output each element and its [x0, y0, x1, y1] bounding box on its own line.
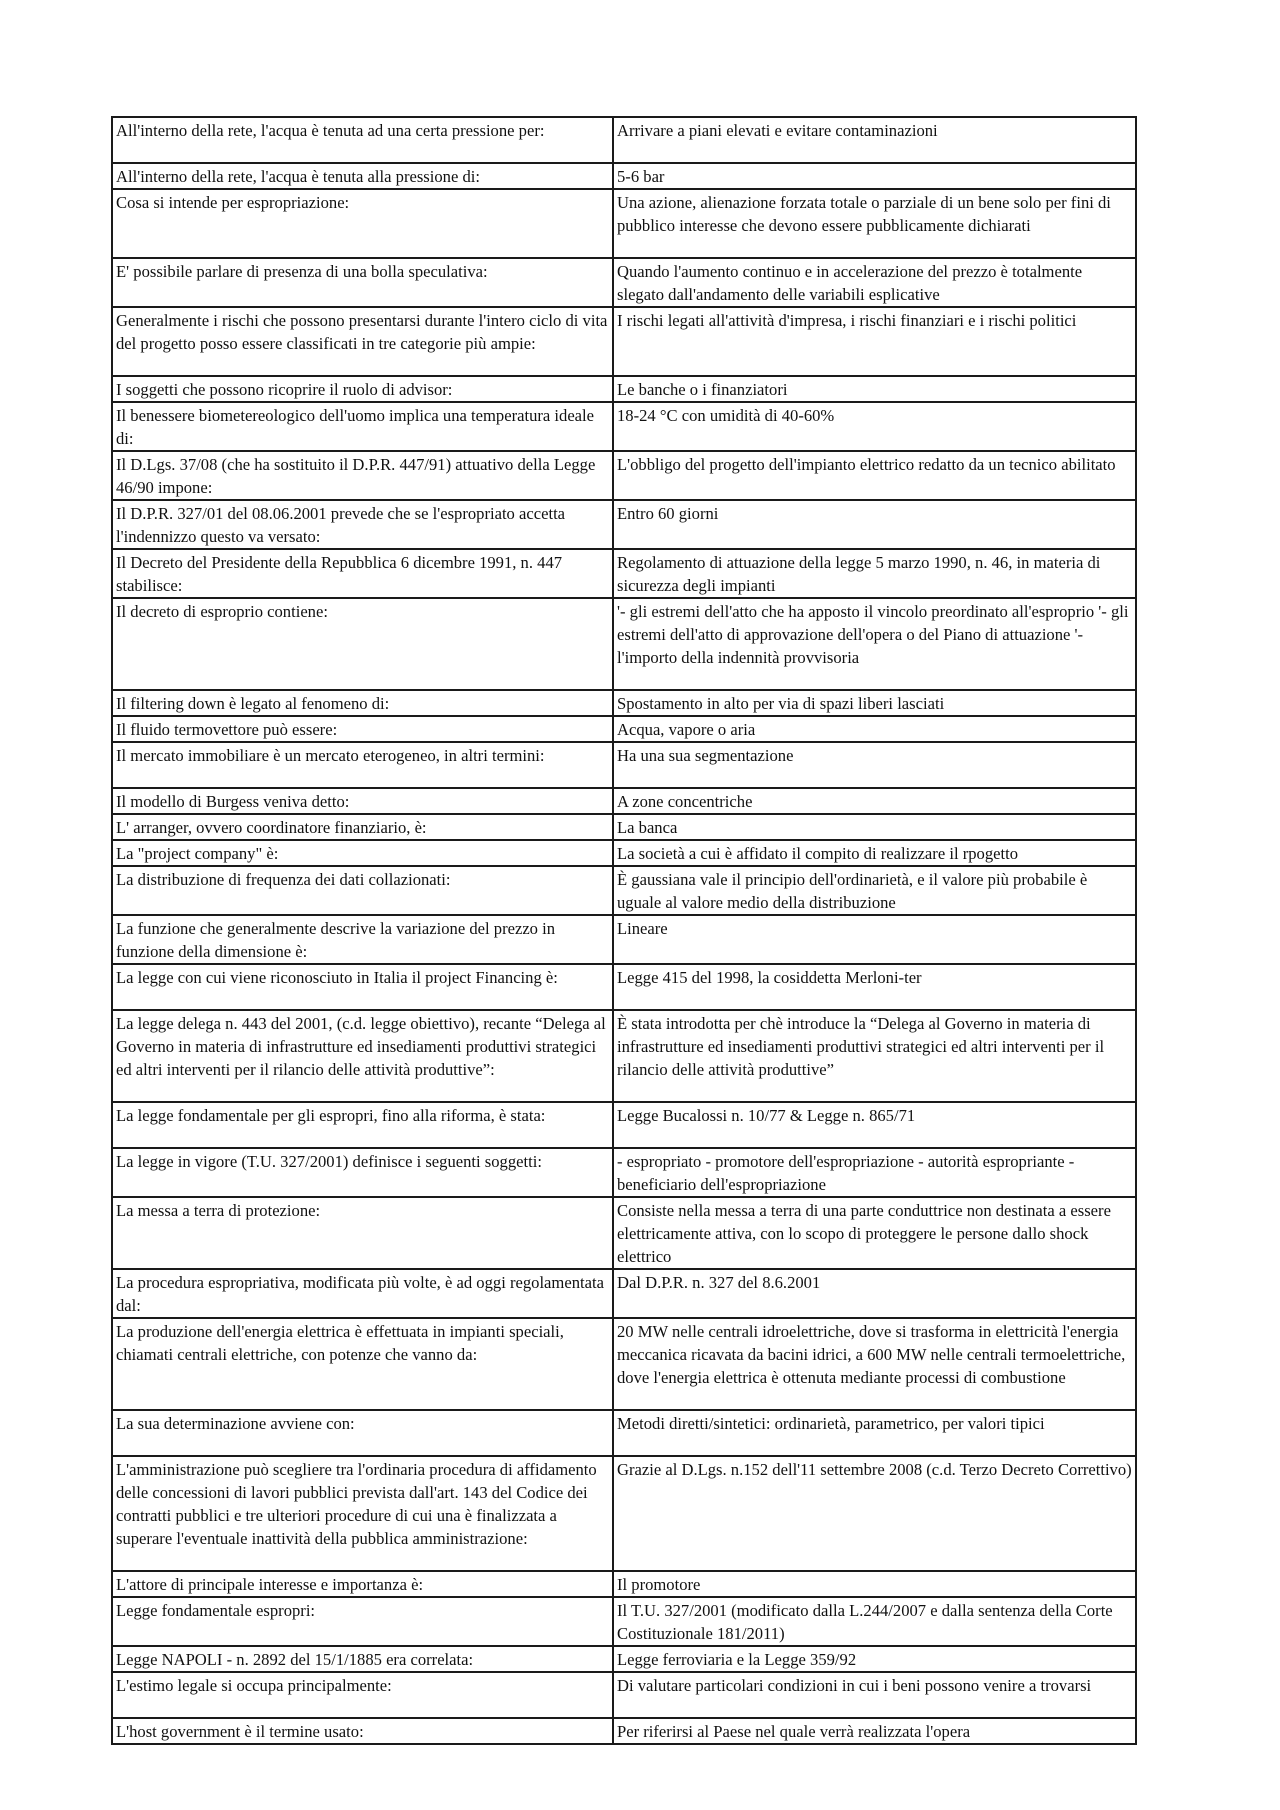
question-cell: La produzione dell'energia elettrica è effettuata in impianti speciali, chiamati centrali elettriche, con potenze che vanno da:: [112, 1318, 613, 1410]
answer-cell: Una azione, alienazione forzata totale o parziale di un bene solo per fini di pubblico interesse che devono essere pubblicamente dichiarati: [613, 189, 1136, 258]
answer-cell: Dal D.P.R. n. 327 del 8.6.2001: [613, 1269, 1136, 1318]
answer-cell: L'obbligo del progetto dell'impianto elettrico redatto da un tecnico abilitato: [613, 451, 1136, 500]
table-row: [112, 1597, 1136, 1646]
answer-cell: Consiste nella messa a terra di una parte conduttrice non destinata a essere elettricamente attiva, con lo scopo di proteggere le persone dallo shock elettrico: [613, 1197, 1136, 1269]
question-cell: La distribuzione di frequenza dei dati collazionati:: [112, 866, 613, 915]
question-cell: L'amministrazione può scegliere tra l'ordinaria procedura di affidamento delle concessioni di lavori pubblici prevista dall'art. 143 del Codice dei contratti pubblici e tre ulteriori procedure di cui una è finalizzata a superare l'eventuale inattività della pubblica amministrazione:: [112, 1456, 613, 1571]
table-row: [112, 1148, 1136, 1197]
question-cell: Legge NAPOLI - n. 2892 del 15/1/1885 era correlata:: [112, 1646, 613, 1672]
table-row: [112, 840, 1136, 866]
table-row: [112, 814, 1136, 840]
answer-cell: Acqua, vapore o aria: [613, 716, 1136, 742]
table-row: [112, 1269, 1136, 1318]
table-row: [112, 1010, 1136, 1102]
answer-cell: La banca: [613, 814, 1136, 840]
question-cell: Il mercato immobiliare è un mercato eterogeneo, in altri termini:: [112, 742, 613, 788]
question-cell: L' arranger, ovvero coordinatore finanziario, è:: [112, 814, 613, 840]
question-cell: All'interno della rete, l'acqua è tenuta alla pressione di:: [112, 163, 613, 189]
table-row: [112, 690, 1136, 716]
question-cell: Il modello di Burgess veniva detto:: [112, 788, 613, 814]
table-row: [112, 163, 1136, 189]
table-row: [112, 1197, 1136, 1269]
question-cell: La legge con cui viene riconosciuto in Italia il project Financing è:: [112, 964, 613, 1010]
question-cell: La messa a terra di protezione:: [112, 1197, 613, 1269]
question-cell: All'interno della rete, l'acqua è tenuta ad una certa pressione per:: [112, 117, 613, 163]
table-row: [112, 1571, 1136, 1597]
qa-table-body: [112, 117, 1136, 1744]
question-cell: L'host government è il termine usato:: [112, 1718, 613, 1744]
answer-cell: A zone concentriche: [613, 788, 1136, 814]
table-row: [112, 500, 1136, 549]
answer-cell: Spostamento in alto per via di spazi liberi lasciati: [613, 690, 1136, 716]
question-cell: La legge fondamentale per gli espropri, fino alla riforma, è stata:: [112, 1102, 613, 1148]
question-cell: Il decreto di esproprio contiene:: [112, 598, 613, 690]
question-cell: Il filtering down è legato al fenomeno di:: [112, 690, 613, 716]
question-cell: Il D.Lgs. 37/08 (che ha sostituito il D.P.R. 447/91) attuativo della Legge 46/90 impone:: [112, 451, 613, 500]
answer-cell: Quando l'aumento continuo e in accelerazione del prezzo è totalmente slegato dall'andamento delle variabili esplicative: [613, 258, 1136, 307]
answer-cell: Per riferirsi al Paese nel quale verrà realizzata l'opera: [613, 1718, 1136, 1744]
answer-cell: È stata introdotta per chè introduce la “Delega al Governo in materia di infrastrutture ed insediamenti produttivi strategici ed altri interventi per il rilancio delle attività produttive”: [613, 1010, 1136, 1102]
answer-cell: È gaussiana vale il principio dell'ordinarietà, e il valore più probabile è uguale al valore medio della distribuzione: [613, 866, 1136, 915]
table-row: [112, 866, 1136, 915]
answer-cell: 5-6 bar: [613, 163, 1136, 189]
table-row: [112, 258, 1136, 307]
question-cell: Il fluido termovettore può essere:: [112, 716, 613, 742]
answer-cell: Il promotore: [613, 1571, 1136, 1597]
question-cell: Generalmente i rischi che possono presentarsi durante l'intero ciclo di vita del progetto posso essere classificati in tre categorie più ampie:: [112, 307, 613, 376]
answer-cell: Legge 415 del 1998, la cosiddetta Merloni-ter: [613, 964, 1136, 1010]
table-row: [112, 189, 1136, 258]
table-row: [112, 915, 1136, 964]
table-row: [112, 376, 1136, 402]
answer-cell: Lineare: [613, 915, 1136, 964]
question-cell: Legge fondamentale espropri:: [112, 1597, 613, 1646]
table-row: [112, 1456, 1136, 1571]
answer-cell: Le banche o i finanziatori: [613, 376, 1136, 402]
table-row: [112, 402, 1136, 451]
question-cell: Il benessere biometereologico dell'uomo implica una temperatura ideale di:: [112, 402, 613, 451]
question-cell: Il Decreto del Presidente della Repubblica 6 dicembre 1991, n. 447 stabilisce:: [112, 549, 613, 598]
answer-cell: Di valutare particolari condizioni in cui i beni possono venire a trovarsi: [613, 1672, 1136, 1718]
answer-cell: 20 MW nelle centrali idroelettriche, dove si trasforma in elettricità l'energia meccanica ricavata da bacini idrici, a 600 MW nelle centrali termoelettriche, dove l'energia elettrica è ottenuta mediante processi di combustione: [613, 1318, 1136, 1410]
answer-cell: Metodi diretti/sintetici: ordinarietà, parametrico, per valori tipici: [613, 1410, 1136, 1456]
table-row: [112, 1102, 1136, 1148]
table-row: [112, 716, 1136, 742]
table-row: [112, 1410, 1136, 1456]
question-cell: La legge in vigore (T.U. 327/2001) definisce i seguenti soggetti:: [112, 1148, 613, 1197]
answer-cell: Il T.U. 327/2001 (modificato dalla L.244/2007 e dalla sentenza della Corte Costituzionale 181/2011): [613, 1597, 1136, 1646]
table-row: [112, 1672, 1136, 1718]
question-cell: I soggetti che possono ricoprire il ruolo di advisor:: [112, 376, 613, 402]
question-cell: E' possibile parlare di presenza di una bolla speculativa:: [112, 258, 613, 307]
question-cell: La sua determinazione avviene con:: [112, 1410, 613, 1456]
question-cell: L'estimo legale si occupa principalmente:: [112, 1672, 613, 1718]
answer-cell: - espropriato - promotore dell'espropriazione - autorità espropriante - beneficiario dell'espropriazione: [613, 1148, 1136, 1197]
question-cell: La funzione che generalmente descrive la variazione del prezzo in funzione della dimensione è:: [112, 915, 613, 964]
answer-cell: Ha una sua segmentazione: [613, 742, 1136, 788]
answer-cell: Arrivare a piani elevati e evitare contaminazioni: [613, 117, 1136, 163]
table-row: [112, 598, 1136, 690]
qa-table: [111, 116, 1137, 1745]
answer-cell: 18-24 °C con umidità di 40-60%: [613, 402, 1136, 451]
table-row: [112, 117, 1136, 163]
question-cell: La legge delega n. 443 del 2001, (c.d. legge obiettivo), recante “Delega al Governo in materia di infrastrutture ed insediamenti produttivi strategici ed altri interventi per il rilancio delle attività produttive”:: [112, 1010, 613, 1102]
answer-cell: Regolamento di attuazione della legge 5 marzo 1990, n. 46, in materia di sicurezza degli impianti: [613, 549, 1136, 598]
answer-cell: Grazie al D.Lgs. n.152 dell'11 settembre 2008 (c.d. Terzo Decreto Correttivo): [613, 1456, 1136, 1571]
table-row: [112, 1718, 1136, 1744]
question-cell: La procedura espropriativa, modificata più volte, è ad oggi regolamentata dal:: [112, 1269, 613, 1318]
table-row: [112, 451, 1136, 500]
question-cell: La "project company" è:: [112, 840, 613, 866]
question-cell: Cosa si intende per espropriazione:: [112, 189, 613, 258]
answer-cell: Legge ferroviaria e la Legge 359/92: [613, 1646, 1136, 1672]
table-row: [112, 307, 1136, 376]
answer-cell: I rischi legati all'attività d'impresa, i rischi finanziari e i rischi politici: [613, 307, 1136, 376]
table-row: [112, 1646, 1136, 1672]
question-cell: Il D.P.R. 327/01 del 08.06.2001 prevede che se l'espropriato accetta l'indennizzo questo va versato:: [112, 500, 613, 549]
table-row: [112, 549, 1136, 598]
question-cell: L'attore di principale interesse e importanza è:: [112, 1571, 613, 1597]
table-row: [112, 788, 1136, 814]
table-row: [112, 964, 1136, 1010]
table-row: [112, 742, 1136, 788]
table-row: [112, 1318, 1136, 1410]
answer-cell: Entro 60 giorni: [613, 500, 1136, 549]
answer-cell: '- gli estremi dell'atto che ha apposto il vincolo preordinato all'esproprio '- gli estremi dell'atto di approvazione dell'opera o del Piano di attuazione '- l'importo della indennità provvisoria: [613, 598, 1136, 690]
answer-cell: Legge Bucalossi n. 10/77 & Legge n. 865/71: [613, 1102, 1136, 1148]
answer-cell: La società a cui è affidato il compito di realizzare il rpogetto: [613, 840, 1136, 866]
